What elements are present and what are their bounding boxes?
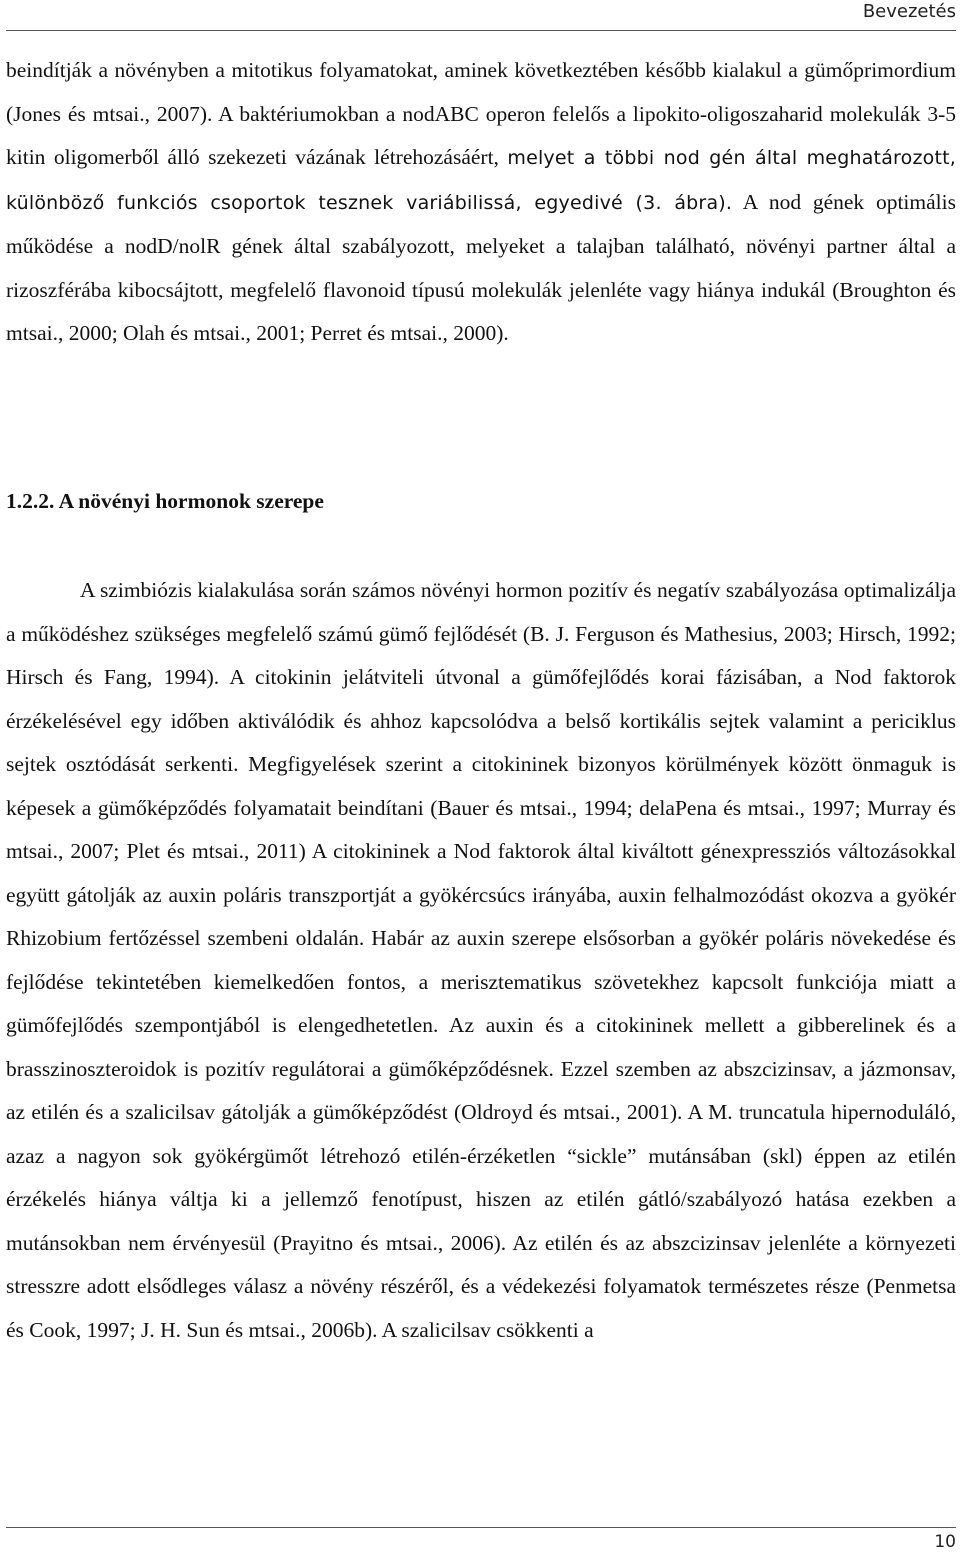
paragraph-1-part-c: A nod gének optimális működése a nodD/nolR gének által szabályozott, melyeket a talajban található, növényi partner által a rizoszférába kibocsájtott, megfelelő flavonoid típusú molekulák jelenléte vagy hiánya indukál (Broughton és mtsai., 2000; Olah és mtsai., 2001; Perret és mtsai., 2000). <box>6 189 956 345</box>
paragraph-1-part-a: beindítják a növényben a mitotikus folyamatokat, aminek következtében később kialakul a gümőprimordium (Jones és mtsai., 2007). A baktériumokban a nodABC operon felelős a lipokito-oligoszaharid molekulák 3-5 kitin oligomerből álló szekezeti vázának létrehozásáért, <box>6 58 956 169</box>
page-number: 10 <box>934 1532 956 1552</box>
running-header-title: Bevezetés <box>862 1 956 22</box>
page-header <box>0 0 960 32</box>
body-paragraph-1 <box>6 49 956 356</box>
header-rule <box>6 30 956 31</box>
body-paragraph-2: A szimbiózis kialakulása során számos növényi hormon pozitív és negatív szabályozása optimalizálja a működéshez szükséges megfelelő számú gümő fejlődését (B. J. Ferguson és Mathesius, 2003; Hirsch, 1992; Hirsch és Fang, 1994). A citokinin jelátviteli útvonal a gümőfejlődés korai fázisában, a Nod faktorok érzékelésével egy időben aktiválódik és ahhoz kapcsolódva a belső kortikális sejtek valamint a periciklus sejtek osztódását serkenti. Megfigyelések szerint a citokininek bizonyos körülmények között önmaguk is képesek a gümőképződés folyamatait beindítani (Bauer és mtsai., 1994; delaPena és mtsai., 1997; Murray és mtsai., 2007; Plet és mtsai., 2011) A citokininek a Nod faktorok által kiváltott génexpressziós változásokkal együtt gátolják az auxin poláris transzportját a gyökércsúcs irányába, auxin felhalmozódást okozva a gyökér Rhizobium fertőzéssel szembeni oldalán. Habár az auxin szerepe elsősorban a gyökér poláris növekedése és fejlődése tekintetében kiemelkedően fontos, a merisztematikus szövetekhez kapcsolt funkciója miatt a gümőfejlődés szempontjából is elengedhetetlen. Az auxin és a citokininek mellett a gibberelinek és a brasszinoszteroidok is pozitív regulátorai a gümőképződésnek. Ezzel szemben az abszcizinsav, a jázmonsav, az etilén és a szalicilsav gátolják a gümőképződést (Oldroyd és mtsai., 2001). A M. truncatula hipernoduláló, azaz a nagyon sok gyökérgümőt létrehozó etilén-érzéketlen “sickle” mutánsában (skl) éppen az etilén érzékelés hiánya váltja ki a jellemző fenotípust, hiszen az etilén gátló/szabályozó hatása ezekben a mutánsokban nem érvényesül (Prayitno és mtsai., 2006). Az etilén és az abszcizinsav jelenléte a környezeti stresszre adott elsődleges válasz a növény részéről, és a védekezési folyamatok természetes része (Penmetsa és Cook, 1997; J. H. Sun és mtsai., 2006b). A szalicilsav csökkenti a <box>6 578 956 1342</box>
paragraph-1-part-b: melyet a többi nod gén által meghatározott, különböző funkciós csoportok tesznek variábilissá, egyedivé (3. ábra). <box>6 147 956 214</box>
footer-rule <box>6 1527 956 1528</box>
section-heading: 1.2.2. A növényi hormonok szerepe <box>6 489 324 513</box>
